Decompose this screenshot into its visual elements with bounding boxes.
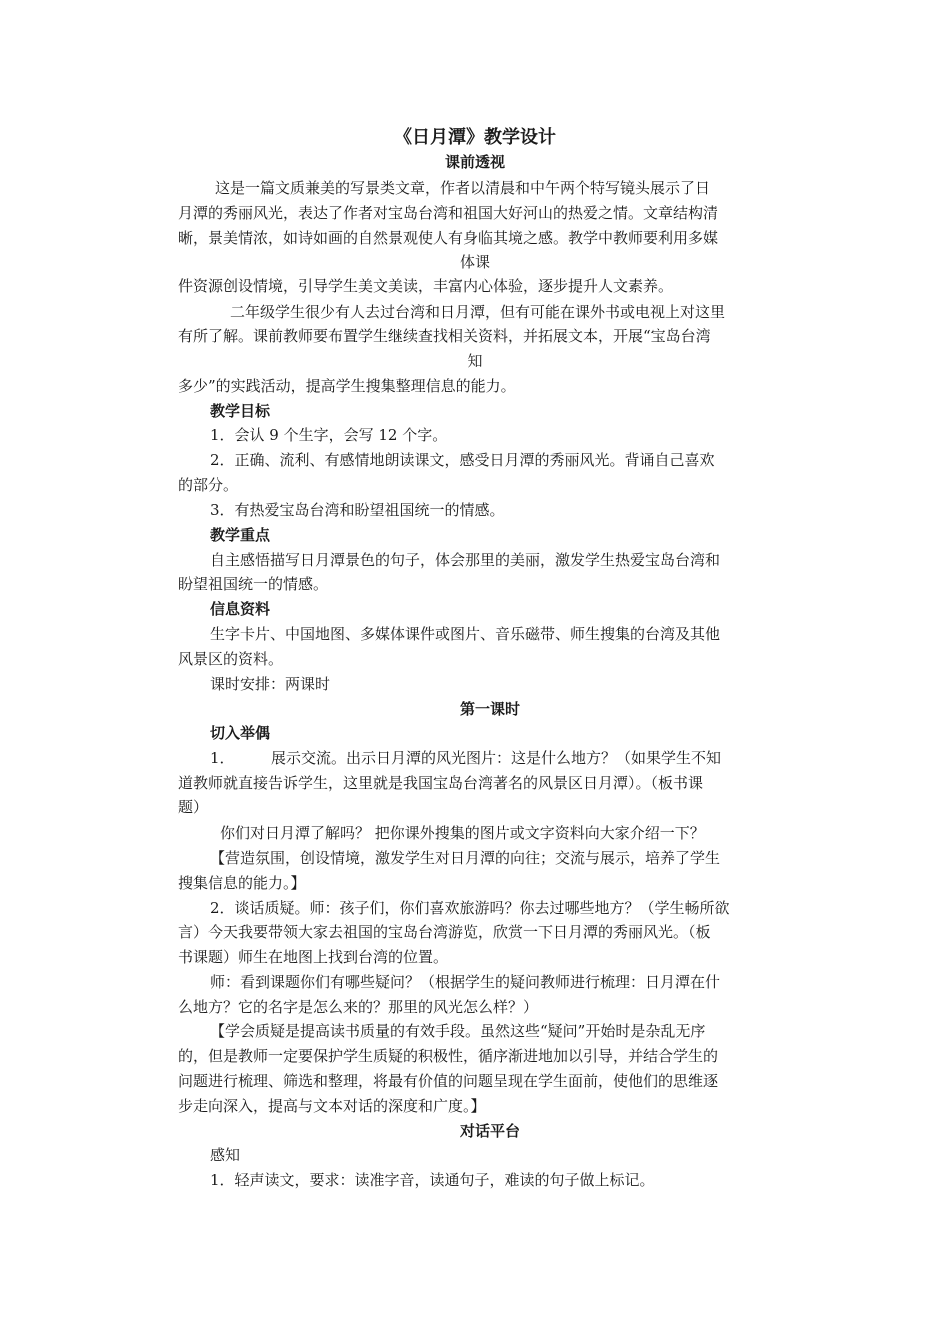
section-heading-preview: 课前透视 bbox=[444, 153, 505, 171]
goal-item: 3．有热爱宝岛台湾和盼望祖国统一的情感。 bbox=[210, 501, 505, 519]
paragraph-line: 道教师就直接告诉学生，这里就是我国宝岛台湾著名的风景区日月潭）。（板书课 bbox=[178, 774, 704, 792]
note-line: 步走向深入，提高与文本对话的深度和广度。】 bbox=[178, 1097, 486, 1115]
paragraph-line: 件资源创设情境，引导学生美文美读，丰富内心体验，逐步提升人文素养。 bbox=[178, 277, 674, 295]
paragraph-line: 有所了解。课前教师要布置学生继续查找相关资料，并拓展文本，开展“宝岛台湾 bbox=[178, 327, 711, 345]
paragraph-line: 月潭的秀丽风光，表达了作者对宝岛台湾和祖国大好河山的热爱之情。文章结构清 bbox=[178, 204, 719, 222]
paragraph-line: 1．轻声读文，要求：读准字音，读通句子，难读的句子做上标记。 bbox=[210, 1171, 655, 1189]
section-heading-info: 信息资料 bbox=[210, 600, 271, 618]
paragraph-line: 么地方？它的名字是怎么来的？那里的风光怎么样？） bbox=[178, 998, 539, 1016]
paragraph-line: 体课 bbox=[459, 253, 490, 271]
paragraph-line: 风景区的资料。 bbox=[178, 650, 284, 668]
paragraph-line: 2．谈话质疑。师：孩子们，你们喜欢旅游吗？你去过哪些地方？（学生畅所欲 bbox=[210, 899, 730, 917]
paragraph-line: 晰，景美情浓，如诗如画的自然景观使人有身临其境之感。教学中教师要利用多媒 bbox=[178, 229, 719, 247]
paragraph-line: 感知 bbox=[210, 1146, 241, 1164]
paragraph-line: 言）今天我要带领大家去祖国的宝岛台湾游览，欣赏一下日月潭的秀丽风光。（板 bbox=[178, 923, 711, 941]
section-heading-dialog: 对话平台 bbox=[459, 1122, 520, 1140]
paragraph-line: 多少”的实践活动，提高学生搜集整理信息的能力。 bbox=[178, 377, 516, 395]
paragraph-line: 师：看到课题你们有哪些疑问？（根据学生的疑问教师进行梳理：日月潭在什 bbox=[210, 973, 721, 991]
paragraph-line: 展示交流。出示日月潭的风光图片：这是什么地方？（如果学生不知 bbox=[271, 749, 722, 767]
goal-item: 的部分。 bbox=[178, 476, 239, 494]
note-line: 的，但是教师一定要保护学生质疑的积极性，循序渐进地加以引导，并结合学生的 bbox=[178, 1047, 719, 1065]
section-heading-intro: 切入举偶 bbox=[210, 724, 271, 742]
goal-item: 2．正确、流利、有感情地朗读课文，感受日月潭的秀丽风光。背诵自己喜欢 bbox=[210, 451, 715, 469]
note-line: 【学会质疑是提高读书质量的有效手段。虽然这些“疑问”开始时是杂乱无序 bbox=[210, 1022, 706, 1040]
paragraph-line: 书课题）师生在地图上找到台湾的位置。 bbox=[178, 948, 449, 966]
goal-item: 1．会认 9 个生字，会写 12 个字。 bbox=[210, 426, 448, 444]
paragraph-line: 自主感悟描写日月潭景色的句子，体会那里的美丽，激发学生热爱宝岛台湾和 bbox=[210, 551, 721, 569]
section-heading-focus: 教学重点 bbox=[210, 526, 271, 544]
lesson-heading: 第一课时 bbox=[459, 700, 520, 718]
paragraph-line: 盼望祖国统一的情感。 bbox=[178, 575, 329, 593]
note-line: 问题进行梳理、筛选和整理，将最有价值的问题呈现在学生面前，使他们的思维逐 bbox=[178, 1072, 719, 1090]
paragraph-line: 生字卡片、中国地图、多媒体课件或图片、音乐磁带、师生搜集的台湾及其他 bbox=[210, 625, 721, 643]
list-number: 1． bbox=[210, 749, 235, 767]
note-line: 搜集信息的能力。】 bbox=[178, 874, 306, 892]
paragraph-line: 这是一篇文质兼美的写景类文章，作者以清晨和中午两个特写镜头展示了日 bbox=[215, 179, 711, 197]
schedule-line: 课时安排：两课时 bbox=[210, 675, 331, 693]
note-line: 【营造氛围，创设情境，激发学生对日月潭的向往；交流与展示，培养了学生 bbox=[210, 849, 721, 867]
paragraph-line: 题） bbox=[178, 798, 209, 816]
paragraph-line: 知 bbox=[467, 352, 483, 370]
paragraph-line: 你们对日月潭了解吗？ 把你课外搜集的图片或文字资料向大家介绍一下？ bbox=[220, 824, 705, 842]
paragraph-line: 二年级学生很少有人去过台湾和日月潭，但有可能在课外书或电视上对这里 bbox=[230, 303, 726, 321]
document-title: 《日月潭》教学设计 bbox=[394, 127, 556, 148]
section-heading-goals: 教学目标 bbox=[210, 402, 271, 420]
